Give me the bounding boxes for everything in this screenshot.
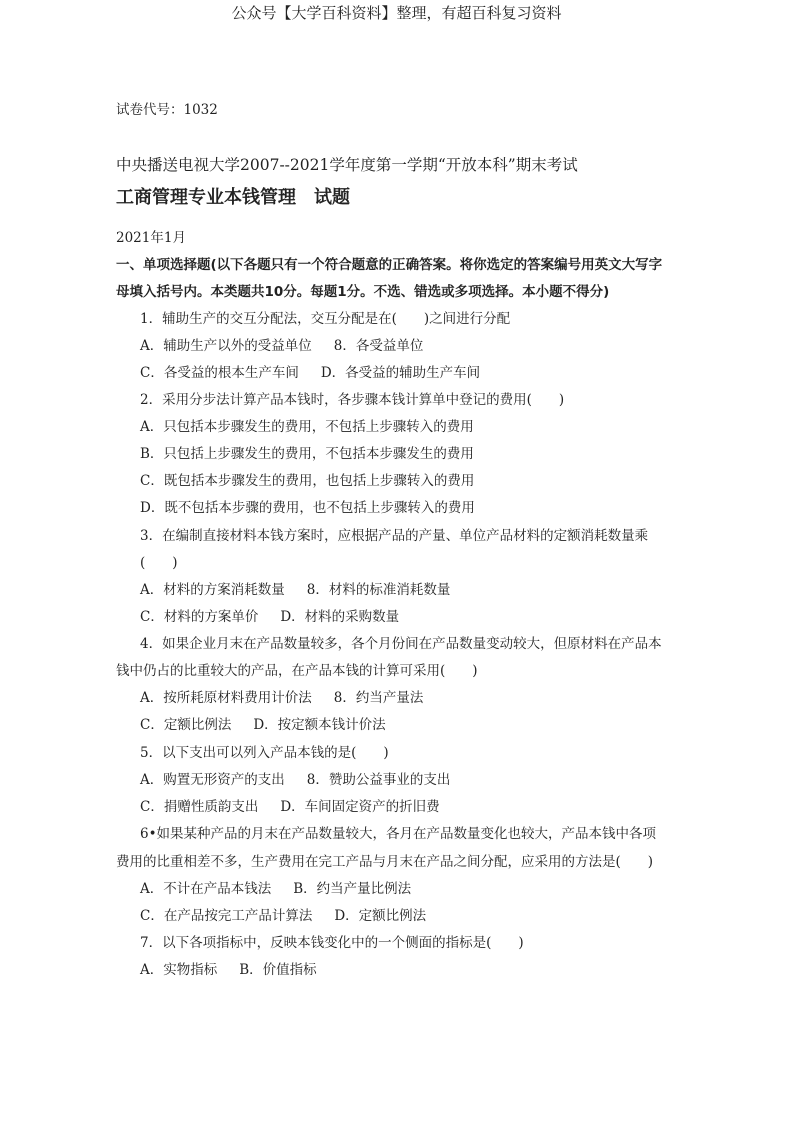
- question-2-option-d: D．既不包括本步骤的费用，也不包括上步骤转入的费用: [140, 500, 475, 516]
- option: A．材料的方案消耗数量: [140, 582, 285, 598]
- option: 8．材料的标准消耗数量: [306, 582, 451, 598]
- question-7-options-row-1: [140, 961, 317, 979]
- option: C．定额比例法: [140, 717, 232, 733]
- question-4-options-row-2: [140, 716, 386, 734]
- option: 8．约当产量法: [333, 690, 424, 706]
- option: D．材料的采购数量: [280, 609, 400, 625]
- question-5-options-row-2: [140, 798, 440, 816]
- option: 8．赞助公益事业的支出: [306, 772, 451, 788]
- question-6-stem-cont: 费用的比重相差不多，生产费用在完工产品与月末在产品之间分配，应采用的方法是( ): [116, 854, 654, 870]
- question-2-option-b: B．只包括上步骤发生的费用，不包括本步骤发生的费用: [140, 446, 474, 462]
- exam-date: 2021年1月: [116, 230, 186, 246]
- question-3-stem-cont: ( ): [140, 555, 178, 571]
- option: A．实物指标: [140, 962, 218, 978]
- option: A．按所耗原材料费用计价法: [140, 690, 312, 706]
- question-6-options-row-1: [140, 880, 411, 898]
- option: B．价值指标: [239, 962, 317, 978]
- section-heading-line-1: 一、单项选择题(以下各题只有一个符合题意的正确答案。将你选定的答案编号用英文大写字: [116, 257, 663, 273]
- question-2-stem: 2．采用分步法计算产品本钱时，各步骤本钱计算单中登记的费用( ): [140, 392, 565, 408]
- question-5-stem: 5．以下支出可以列入产品本钱的是( ): [140, 745, 389, 761]
- question-4-stem-cont: 钱中仍占的比重较大的产品，在产品本钱的计算可采用( ): [116, 663, 478, 679]
- option: D．定额比例法: [334, 908, 427, 924]
- question-4-options-row-1: [140, 689, 423, 707]
- question-1-stem: 1．辅助生产的交互分配法，交互分配是在( )之间进行分配: [140, 311, 511, 327]
- question-6-stem: 6•如果某种产品的月末在产品数量较大，各月在产品数量变化也较大，产品本钱中各项: [140, 826, 657, 842]
- page-header: 公众号【大学百科资料】整理，有超百科复习资料: [231, 4, 562, 22]
- section-heading-line-2: 母填入括号内。本类题共10分。每题1分。不选、错选或多项选择。本小题不得分): [116, 284, 610, 300]
- option: C．捐赠性质韵支出: [140, 799, 259, 815]
- exam-code: 试卷代号：1032: [116, 102, 218, 118]
- question-3-options-row-1: [140, 581, 450, 599]
- option: A．购置无形资产的支出: [140, 772, 285, 788]
- question-5-options-row-1: [140, 771, 450, 789]
- option: A．辅助生产以外的受益单位: [140, 338, 312, 354]
- question-1-options-row-2: [140, 364, 480, 382]
- option: A．不计在产品本钱法: [140, 881, 272, 897]
- question-7-stem: 7．以下各项指标中，反映本钱变化中的一个侧面的指标是( ): [140, 935, 524, 951]
- question-1-options-row-1: [140, 337, 423, 355]
- question-2-option-c: C．既包括本步骤发生的费用，也包括上步骤转入的费用: [140, 473, 475, 489]
- question-4-stem: 4．如果企业月末在产品数量较多，各个月份间在产品数量变动较大，但原材料在产品本: [140, 636, 662, 652]
- question-6-options-row-2: [140, 907, 426, 925]
- option: 8．各受益单位: [333, 338, 424, 354]
- option: C．材料的方案单价: [140, 609, 259, 625]
- option: C．各受益的根本生产车间: [140, 365, 299, 381]
- question-3-stem: 3．在编制直接材料本钱方案时，应根据产品的产量、单位产品材料的定额消耗数量乘: [140, 528, 649, 544]
- option: D．各受益的辅助生产车间: [320, 365, 481, 381]
- exam-name: 中央播送电视大学2007--2021学年度第一学期“开放本科”期末考试: [116, 156, 578, 174]
- option: C．在产品按完工产品计算法: [140, 908, 313, 924]
- question-3-options-row-2: [140, 608, 399, 626]
- option: D．按定额本钱计价法: [253, 717, 386, 733]
- option: B．约当产量比例法: [293, 881, 412, 897]
- subject-title: 工商管理专业本钱管理 试题: [116, 187, 350, 208]
- question-2-option-a: A．只包括本步骤发生的费用，不包括上步骤转入的费用: [140, 419, 474, 435]
- option: D．车间固定资产的折旧费: [280, 799, 440, 815]
